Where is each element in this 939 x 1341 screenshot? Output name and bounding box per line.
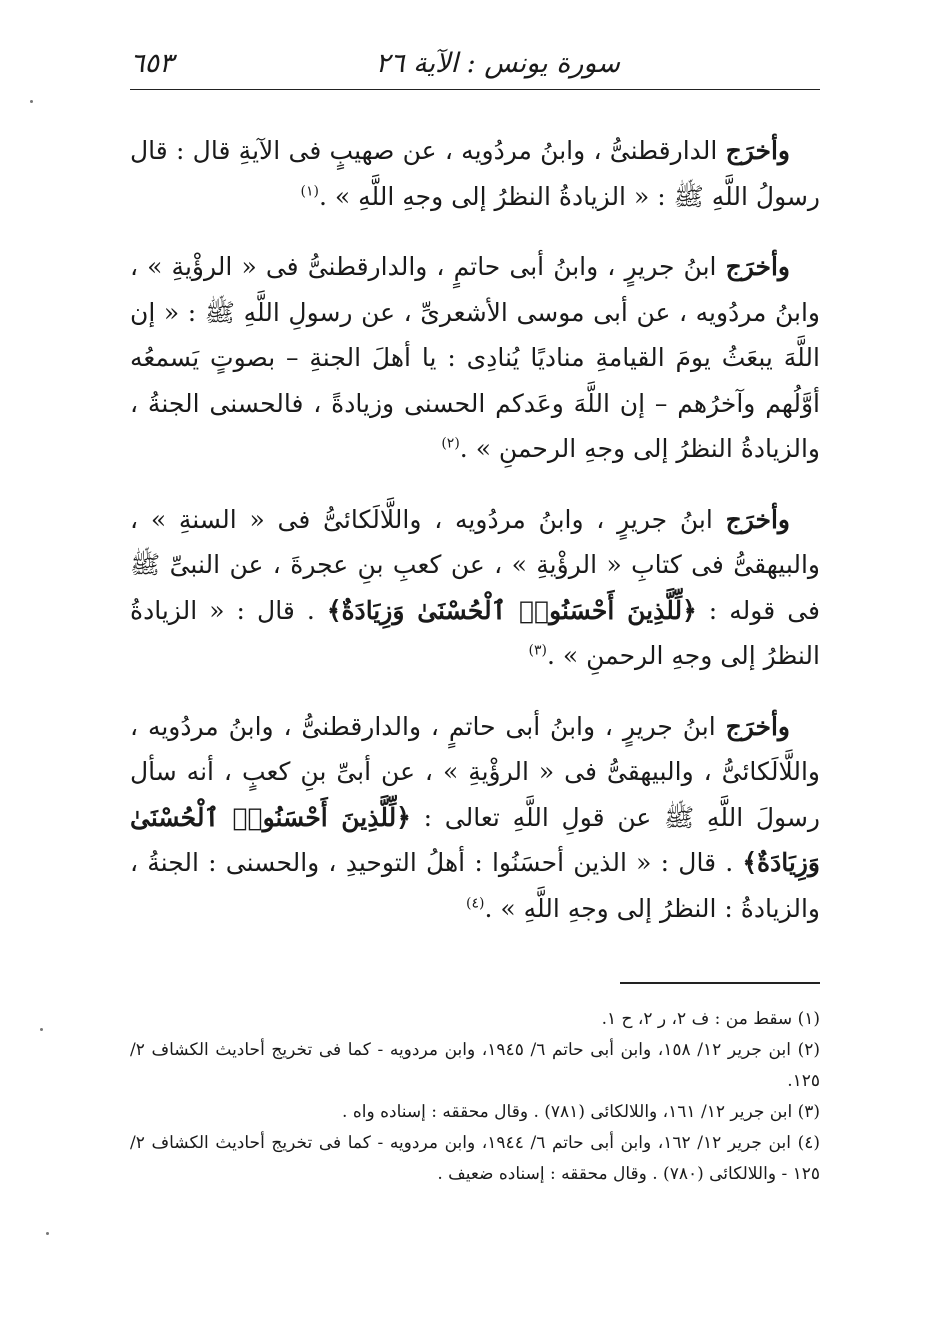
page-header — [130, 40, 820, 90]
paragraph-lead-word: وأخرَج — [725, 136, 790, 165]
paragraph-text: الدارقطنىُّ ، وابنُ مردُويه ، عن صهيبٍ فى الآيةِ قال : قال رسولُ اللَّهِ ﷺ : « الزيادةُ النظرُ إلى وجهِ اللَّهِ » . — [130, 136, 820, 211]
header-rule — [130, 89, 820, 90]
footnote-2: (٢) ابن جرير ١٢/ ١٥٨، وابن أبى حاتم ٦/ ١٩٤٥، وابن مردويه - كما فى تخريج أحاديث الكشاف ٢/ ١٢٥. — [130, 1040, 820, 1091]
paragraph-text: . قال : « الذين أحسَنُوا : أهلُ التوحيدِ ، والحسنى : الجنةُ ، والزيادةُ : النظرُ إلى وجهِ اللَّهِ » . — [130, 848, 820, 923]
footnote-ref: (٢) — [441, 435, 460, 452]
page-number: ٦٥٣ — [130, 48, 174, 79]
paragraph-lead-word: وأخرَج — [725, 252, 790, 281]
paragraph-text: . قال : « الزيادةُ النظرُ إلى وجهِ الرحمنِ » . — [130, 595, 820, 670]
paragraph-4 — [130, 704, 820, 932]
paragraph-lead-word: وأخرَج — [725, 711, 790, 741]
footnote-separator — [620, 982, 820, 984]
paragraph-lead-word: وأخرَج — [725, 504, 790, 534]
paragraph-2 — [130, 244, 820, 472]
footnote-1: (١) سقط من : ف ٢، ر ٢، ح ١. — [601, 1009, 820, 1029]
quran-verse: ﴿لِّلَّذِينَ أَحْسَنُوا۟ ٱلْحُسْنَىٰ وَزِيَادَةٌ﴾ — [130, 802, 820, 877]
scan-speck — [30, 100, 33, 103]
running-title: سورة يونس : الآية ٢٦ — [375, 48, 620, 79]
footnote-ref: (١) — [300, 183, 319, 200]
footnote-4: (٤) ابن جرير ١٢/ ١٦٢، وابن أبى حاتم ٦/ ١٩٤٤، وابن مردويه - كما فى تخريج أحاديث الكشاف ٢/ ١٢٥ - واللالكائى (٧٨٠) . وقال محققه : إسناده ضعيف . — [130, 1133, 820, 1184]
footnotes — [130, 1004, 820, 1190]
paragraph-1 — [130, 128, 820, 219]
main-text — [130, 128, 820, 956]
footnote-3: (٣) ابن جرير ١٢/ ١٦١، واللالكائى (٧٨١) . وقال محققه : إسناده واه . — [342, 1102, 820, 1122]
footnote-ref: (٣) — [528, 642, 547, 659]
paragraph-3 — [130, 497, 820, 679]
quran-verse: ﴿لِّلَّذِينَ أَحْسَنُوا۟ ٱلْحُسْنَىٰ وَزِيَادَةٌ﴾ — [326, 595, 697, 625]
scan-speck — [46, 1232, 49, 1235]
footnote-ref: (٤) — [466, 895, 485, 912]
paragraph-text: ابنُ جريرٍ ، وابنُ أبى حاتمٍ ، والدارقطنىُّ ، وابنُ مردُويه ، واللَّالَكائىُّ ، والبيهقىُّ فى « الرؤْيةِ » ، عن أبىِّ بنِ كعبٍ ، أنه سأل رسولَ اللَّهِ ﷺ عن قولِ اللَّهِ تعالى : — [130, 711, 820, 832]
paragraph-text: ابنُ جريرٍ ، وابنُ مردُويه ، واللَّالَكائىُّ فى « السنةِ » ، والبيهقىُّ فى كتابِ « الرؤْيةِ » ، عن كعبِ بنِ عجرةَ ، عن النبىِّ ﷺ فى قوله : — [130, 504, 820, 625]
paragraph-text: ابنُ جريرٍ ، وابنُ أبى حاتمٍ ، والدارقطنىُّ فى « الرؤْيةِ » ، وابنُ مردُويه ، عن أبى موسى الأشعرىِّ ، عن رسولِ اللَّهِ ﷺ : « إن اللَّهَ يبعَثُ يومَ القيامةِ مناديًا يُنادِى : يا أهلَ الجنةِ – بصوتٍ يَسمعُه أوَّلُهم وآخرُهم – إن اللَّهَ وعَدكم الحسنى وزيادةً ، فالحسنى الجنةُ ، والزيادةُ النظرُ إلى وجهِ الرحمنِ » . — [130, 252, 820, 463]
scan-speck — [40, 1028, 43, 1031]
